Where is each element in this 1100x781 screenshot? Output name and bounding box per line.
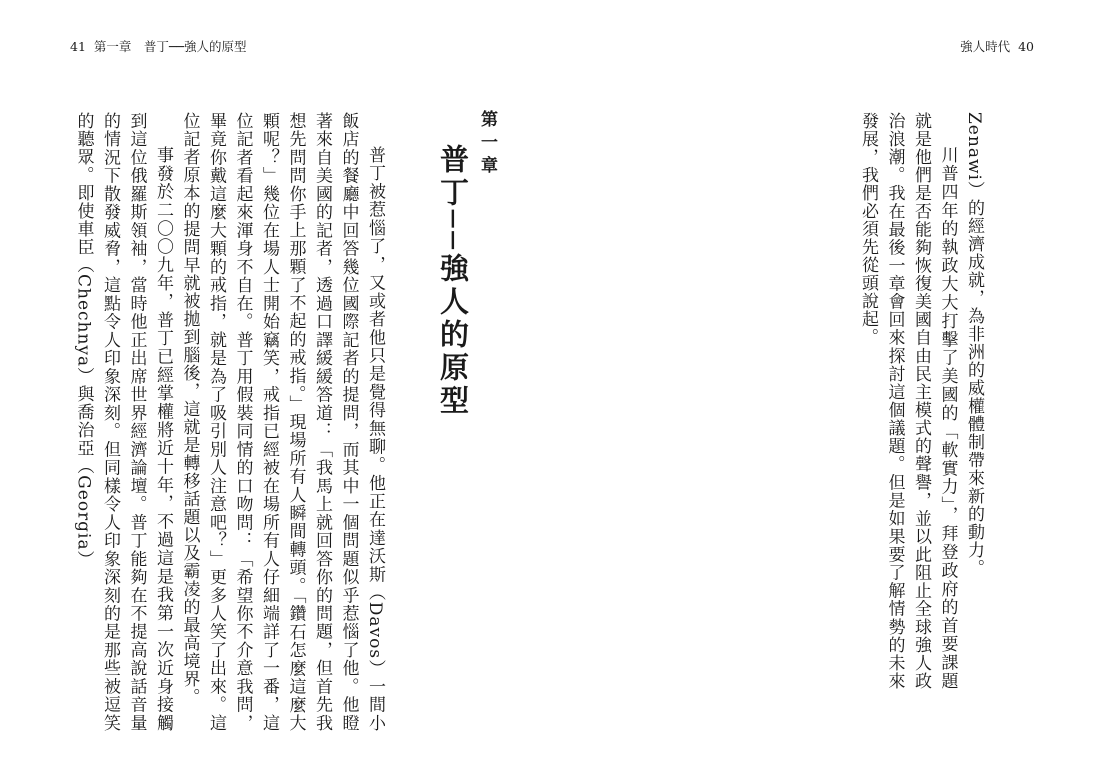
right-page-number: 40	[1018, 39, 1034, 54]
body-paragraph: 川普四年的執政大大打擊了美國的「軟實力」，拜登政府的首要課題就是他們是否能夠恢復美國自由民主模式的聲譽，並以此阻止全球強人政治浪潮。我在最後一章會回來探討這個議題。但是如果要了解情勢的未來發展，我們必須先從頭說起。	[858, 112, 958, 690]
right-page-header	[960, 40, 1038, 54]
chapter-heading	[433, 110, 501, 418]
chapter-title: 普丁──強人的原型	[436, 144, 470, 418]
body-paragraph: 普丁被惹惱了，又或者他只是覺得無聊。他正在達沃斯（Davos）一間小飯店的餐廳中回答幾位國際記者的提問，而其中一個問題似乎惹惱了他。他瞪著來自美國的記者，透過口譯緩緩答道：「我馬上就回答你的問題，但首先我想先問問你手上那顆了不起的戒指。」現場所有人瞬間轉頭。「鑽石怎麼這麼大顆呢？」幾位在場人士開始竊笑，戒指已經被在場所有人仔細端詳了一番，這位記者看起來渾身不自在。普丁用假裝同情的口吻問：「希望你不介意我問，畢竟你戴這麼大顆的戒指，就是為了吸引別人注意吧？」更多人笑了出來。這位記者原本的提問早就被拋到腦後，這就是轉移話題以及霸凌的最高境界。	[179, 112, 385, 732]
body-paragraph: Zenawi）的經濟成就，為非洲的威權體制帶來新的動力。	[964, 112, 984, 577]
left-page-body	[70, 112, 388, 732]
chapter-label: 第一章	[477, 110, 497, 179]
right-running-head: 強人時代	[960, 39, 1011, 54]
left-page-number: 41	[70, 39, 86, 54]
left-page-header	[66, 40, 246, 54]
right-page-body	[855, 112, 988, 690]
right-page	[550, 0, 1100, 781]
body-paragraph: 事發於二〇〇九年，普丁已經掌權將近十年，不過這是我第一次近身接觸到這位俄羅斯領袖，當時他正出席世界經濟論壇。普丁能夠在不提高說話音量的情況下散發威脅，這點令人印象深刻。但同樣令人印象深刻的是那些被逗笑的聽眾。即使車臣（Chechnya）與喬治亞（Georgia）	[73, 112, 173, 732]
left-running-head: 第一章 普丁──強人的原型	[93, 39, 247, 54]
